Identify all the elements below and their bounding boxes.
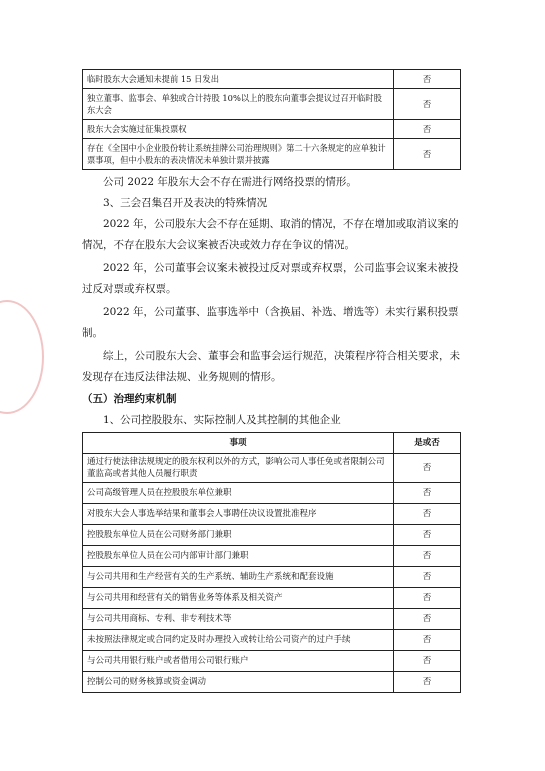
table-header-value: 是或否 <box>394 433 461 454</box>
table-cell-item: 公司高级管理人员在控股股东单位兼职 <box>83 483 394 504</box>
table-cell-value: 否 <box>394 672 461 693</box>
section-heading: （五）治理约束机制 <box>82 393 177 405</box>
table-row <box>83 546 461 567</box>
table-cell-item: 与公司共用和经营有关的销售业务等体系及相关资产 <box>83 588 394 609</box>
table-row <box>83 70 461 89</box>
table-cell-value: 否 <box>394 70 461 89</box>
table-cell-item: 通过行使法律法规规定的股东权利以外的方式，影响公司人事任免或者限制公司董监高或者其他人员履行职责 <box>83 454 394 483</box>
paragraph: 3、三会召集召开及表决的特殊情况 <box>103 197 268 209</box>
shareholder-meeting-table <box>82 69 461 170</box>
table-header-row <box>83 433 461 454</box>
table-cell-value: 否 <box>394 120 461 139</box>
table-cell-value: 否 <box>394 609 461 630</box>
table-row <box>83 672 461 693</box>
table-cell-value: 否 <box>394 504 461 525</box>
table-cell-item: 股东大会实施过征集投票权 <box>83 120 394 139</box>
table-cell-value: 否 <box>394 651 461 672</box>
table-cell-item: 与公司共用和生产经营有关的生产系统、辅助生产系统和配套设施 <box>83 567 394 588</box>
table-cell-value: 否 <box>394 630 461 651</box>
table-cell-value: 否 <box>394 588 461 609</box>
table-cell-value: 否 <box>394 483 461 504</box>
table-row <box>83 139 461 170</box>
paragraph: 2022 年，公司股东大会不存在延期、取消的情况，不存在增加或取消议案的情况，不存在股东大会议案被否决或效力存在争议的情况。 <box>82 218 459 251</box>
table-row <box>83 89 461 120</box>
table-cell-value: 否 <box>394 525 461 546</box>
table-cell-item: 控股股东单位人员在公司内部审计部门兼职 <box>83 546 394 567</box>
table-row <box>83 483 461 504</box>
table-row <box>83 567 461 588</box>
table-cell-value: 否 <box>394 139 461 170</box>
table-cell-item: 独立董事、监事会、单独或合计持股 10%以上的股东向董事会提议过召开临时股东大会 <box>83 89 394 120</box>
controlling-shareholder-table <box>82 432 461 693</box>
table-cell-value: 否 <box>394 454 461 483</box>
seal-stamp <box>0 300 44 414</box>
table-cell-item: 存在《全国中小企业股份转让系统挂牌公司治理规则》第二十六条规定的应单独计票事项，但中小股东的表决情况未单独计票并披露 <box>83 139 394 170</box>
sub-heading: 1、公司控股股东、实际控制人及其控制的其他企业 <box>103 414 341 426</box>
table-cell-item: 对股东大会人事选举结果和董事会人事聘任决议设置批准程序 <box>83 504 394 525</box>
paragraph: 公司 2022 年股东大会不存在需进行网络投票的情形。 <box>103 176 357 188</box>
table-cell-item: 未按照法律规定或合同约定及时办理投入或转让给公司资产的过户手续 <box>83 630 394 651</box>
table-row <box>83 651 461 672</box>
table-row <box>83 630 461 651</box>
paragraph: 2022 年，公司董事会议案未被投过反对票或弃权票，公司监事会议案未被投过反对票或弃权票。 <box>82 262 459 295</box>
table-cell-item: 与公司共用商标、专利、非专利技术等 <box>83 609 394 630</box>
table-row <box>83 609 461 630</box>
table-cell-item: 与公司共用银行账户或者借用公司银行账户 <box>83 651 394 672</box>
table-row <box>83 588 461 609</box>
table-cell-value: 否 <box>394 546 461 567</box>
table-row <box>83 454 461 483</box>
paragraph: 2022 年，公司董事、监事选举中（含换届、补选、增选等）未实行累积投票制。 <box>82 306 459 339</box>
table-cell-item: 控制公司的财务核算或资金调动 <box>83 672 394 693</box>
table-cell-item: 临时股东大会通知未提前 15 日发出 <box>83 70 394 89</box>
table-header-item: 事项 <box>83 433 394 454</box>
table-cell-value: 否 <box>394 89 461 120</box>
paragraph: 综上，公司股东大会、董事会和监事会运行规范，决策程序符合相关要求，未发现存在违反法律法规、业务规则的情形。 <box>82 350 460 383</box>
table-row <box>83 525 461 546</box>
table-row <box>83 120 461 139</box>
table-row <box>83 504 461 525</box>
table-cell-value: 否 <box>394 567 461 588</box>
table-cell-item: 控股股东单位人员在公司财务部门兼职 <box>83 525 394 546</box>
